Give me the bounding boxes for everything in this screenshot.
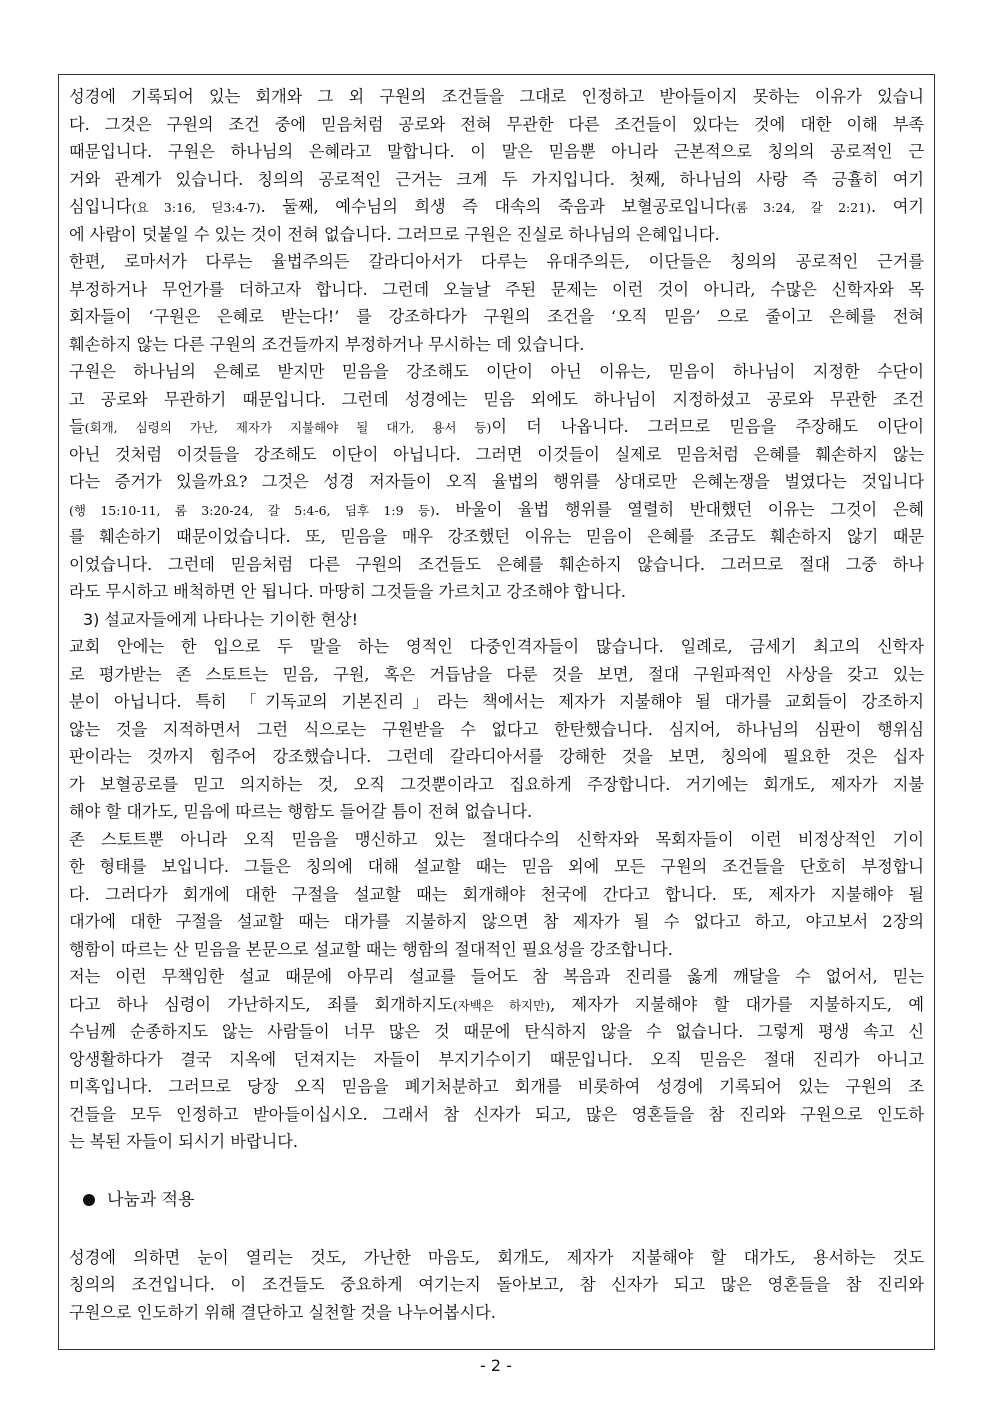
text-line: 않는 것을 지적하면서 그런 식으로는 구원받을 수 없다고 한탄했습니다. 심지어, 하나님의 심판이 행위심 xyxy=(69,719,924,739)
parenthetical-note: (자백은 하지만) xyxy=(452,997,551,1013)
scripture-reference: (롬 3:24, 갈 2:21) xyxy=(730,200,872,215)
section-heading xyxy=(69,1182,924,1218)
text-segment: 심입니다 xyxy=(69,197,132,216)
text-segment: , 제자가 지불해야 할 대가를 지불하지도, 예 xyxy=(550,994,924,1014)
text-segment: 들 xyxy=(69,417,85,436)
text-line: 다. 그것은 구원의 조건 중에 믿음처럼 공로와 전혀 무관한 다른 조건들이 있다는 것에 대한 이해 부족 xyxy=(69,114,924,134)
spacer xyxy=(69,1218,924,1244)
text-line: 회자들이 ‘구원은 은혜로 받는다!’ 를 강조하다가 구원의 조건을 ‘오직 믿음’ 으로 줄이고 은혜를 전혀 xyxy=(69,307,924,326)
text-line: 앙생활하다가 결국 지옥에 던져지는 자들이 부지기수이기 때문입니다. 오직 믿음은 절대 진리가 아니고 xyxy=(69,1049,924,1069)
text-line: 거와 관계가 있습니다. 칭의의 공로적인 근거는 크게 두 가지입니다. 첫째, 하나님의 사랑 즉 긍휼히 여기 xyxy=(69,169,924,189)
subheading: 3) 설교자들에게 나타나는 기이한 현상! xyxy=(83,609,359,629)
text-segment: . 여기 xyxy=(871,197,924,216)
text-line: 아닌 것처럼 이것들을 강조해도 이단이 아닙니다. 그러면 이것들이 실제로 믿음처럼 은혜를 훼손하지 않는 xyxy=(69,444,924,464)
text-line: 존 스토트뿐 아니라 오직 믿음을 맹신하고 있는 절대다수의 신학자와 목회자들이 이런 비정상적인 기이 xyxy=(69,829,924,849)
text-line: 이었습니다. 그런데 믿음처럼 다른 구원의 조건들도 은혜를 훼손하지 않습니다. 그러므로 절대 그중 하나 xyxy=(69,554,924,574)
text-line: 판이라는 것까지 힘주어 강조했습니다. 그런데 갈라디아서를 강해한 것을 보면, 칭의에 필요한 것은 십자 xyxy=(69,747,924,766)
page-number: - 2 - xyxy=(480,1356,512,1375)
scripture-reference: (행 15:10-11, 롬 3:20-24, 갈 5:4-6, 딤후 1:9 등) xyxy=(69,502,435,518)
text-line: 해야 할 대가도, 믿음에 따르는 행함도 들어갈 틈이 전혀 없습니다. xyxy=(69,802,533,821)
text-line: 가 보혈공로를 믿고 의지하는 것, 오직 그것뿐이라고 집요하게 주장합니다. 거기에는 회개도, 제자가 지불 xyxy=(69,774,924,794)
text-line: 훼손하지 않는 다른 구원의 조건들까지 부정하거나 무시하는 데 있습니다. xyxy=(69,334,585,354)
text-line: 고 공로와 무관하기 때문입니다. 그런데 성경에는 믿음 외에도 하나님이 지정하셨고 공로와 무관한 조건 xyxy=(69,389,924,409)
text-line: 성경에 기록되어 있는 회개와 그 외 구원의 조건들을 그대로 인정하고 받아들이지 못하는 이유가 있습니 xyxy=(69,87,924,106)
text-line: 한편, 로마서가 다루는 율법주의든 갈라디아서가 다루는 유대주의든, 이단들은 칭의의 공로적인 근거를 xyxy=(69,252,924,271)
bullet-icon xyxy=(83,1194,95,1206)
text-line xyxy=(69,991,924,1019)
text-line: 구원으로 인도하기 위해 결단하고 실천할 것을 나누어봅시다. xyxy=(69,1302,496,1322)
text-line: 다. 그러다가 회개에 대한 구절을 설교할 때는 회개해야 천국에 간다고 합니다. 또, 제자가 지불해야 될 xyxy=(69,884,924,904)
content-frame xyxy=(58,74,935,1350)
text-line: 교회 안에는 한 입으로 두 말을 하는 영적인 다중인격자들이 많습니다. 일례로, 금세기 최고의 신학자 xyxy=(69,637,924,656)
text-line xyxy=(69,413,924,441)
section-title-text: 나눔과 적용 xyxy=(107,1189,195,1210)
text-segment: 이 더 나옵니다. 그러므로 믿음을 주장해도 이단이 xyxy=(491,417,924,436)
text-line: 구원은 하나님의 은혜로 받지만 믿음을 강조해도 이단이 아닌 이유는, 믿음이 하나님이 지정한 수단이 xyxy=(69,362,924,381)
text-line: 분이 아닙니다. 특히 「기독교의 기본진리」라는 책에서는 제자가 지불해야 될 대가를 교회들이 강조하지 xyxy=(69,692,924,711)
text-line: 미혹입니다. 그러므로 당장 오직 믿음을 폐기처분하고 회개를 비롯하여 성경에 기록되어 있는 구원의 조 xyxy=(69,1077,924,1096)
parenthetical-note: (회개, 심령의 가난, 제자가 지불해야 될 대가, 용서 등) xyxy=(84,420,492,435)
text-line: 라도 무시하고 배척하면 안 됩니다. 마땅히 그것들을 가르치고 강조해야 합니다. xyxy=(69,582,626,601)
text-line: 대가에 대한 구절을 설교할 때는 대가를 지불하지 않으면 참 제자가 될 수 없다고 하고, 야고보서 2장의 xyxy=(69,912,924,931)
text-segment: . 둘째, 예수님의 희생 즉 대속의 죽음과 보혈공로입니다 xyxy=(260,197,731,216)
text-line: 부정하거나 무언가를 더하고자 합니다. 그런데 오늘날 주된 문제는 이런 것이 아니라, 수많은 신학자와 목 xyxy=(69,279,924,299)
text-line: 성경에 의하면 눈이 열리는 것도, 가난한 마음도, 회개도, 제자가 지불해야 할 대가도, 용서하는 것도 xyxy=(69,1247,924,1267)
text-line: 다는 증거가 있을까요? 그것은 성경 저자들이 오직 율법의 행위를 상대로만 은혜논쟁을 벌였다는 것입니다 xyxy=(69,472,924,491)
scripture-reference: (요 3:16, 딛3:4-7) xyxy=(131,200,261,215)
text-line: 를 훼손하기 때문이었습니다. 또, 믿음을 매우 강조했던 이유는 믿음이 은혜를 조금도 훼손하지 않기 때문 xyxy=(69,527,924,546)
text-segment: 다고 하나 심령이 가난하지도, 죄를 회개하지도 xyxy=(69,994,453,1014)
text-line: 칭의의 조건입니다. 이 조건들도 중요하게 여기는지 돌아보고, 참 신자가 되고 많은 영혼들을 참 진리와 xyxy=(69,1275,924,1294)
text-line: 에 사람이 덧붙일 수 있는 것이 전혀 없습니다. 그러므로 구원은 진실로 하나님의 은혜입니다. xyxy=(69,224,720,244)
spacer xyxy=(69,1156,924,1182)
text-line xyxy=(69,193,924,221)
text-line: 한 형태를 보입니다. 그들은 칭의에 대해 설교할 때는 믿음 외에 모든 구원의 조건들을 단호히 부정합니 xyxy=(69,857,924,876)
text-line xyxy=(69,496,924,524)
text-line: 저는 이런 무책임한 설교 때문에 아무리 설교를 들어도 참 복음과 진리를 옳게 깨달을 수 없어서, 믿는 xyxy=(69,967,924,986)
text-segment: . 바울이 율법 행위를 열렬히 반대했던 이유는 그것이 은혜 xyxy=(434,499,924,519)
text-line: 때문입니다. 구원은 하나님의 은혜라고 말합니다. 이 말은 믿음뿐 아니라 근본적으로 칭의의 공로적인 근 xyxy=(69,142,924,161)
text-line: 건들을 모두 인정하고 받아들이십시오. 그래서 참 신자가 되고, 많은 영혼들을 참 진리와 구원으로 인도하 xyxy=(69,1104,924,1124)
text-line: 수님께 순종하지도 않는 사람들이 너무 많은 것 때문에 탄식하지 않을 수 없습니다. 그렇게 평생 속고 신 xyxy=(69,1022,924,1041)
text-line: 는 복된 자들이 되시기 바랍니다. xyxy=(69,1132,299,1151)
text-line: 행함이 따르는 산 믿음을 본문으로 설교할 때는 행함의 절대적인 필요성을 강조합니다. xyxy=(69,939,673,959)
text-line: 로 평가받는 존 스토트는 믿음, 구원, 혹은 거듭남을 다룬 것을 보면, 절대 구원파적인 사상을 갖고 있는 xyxy=(69,664,924,684)
